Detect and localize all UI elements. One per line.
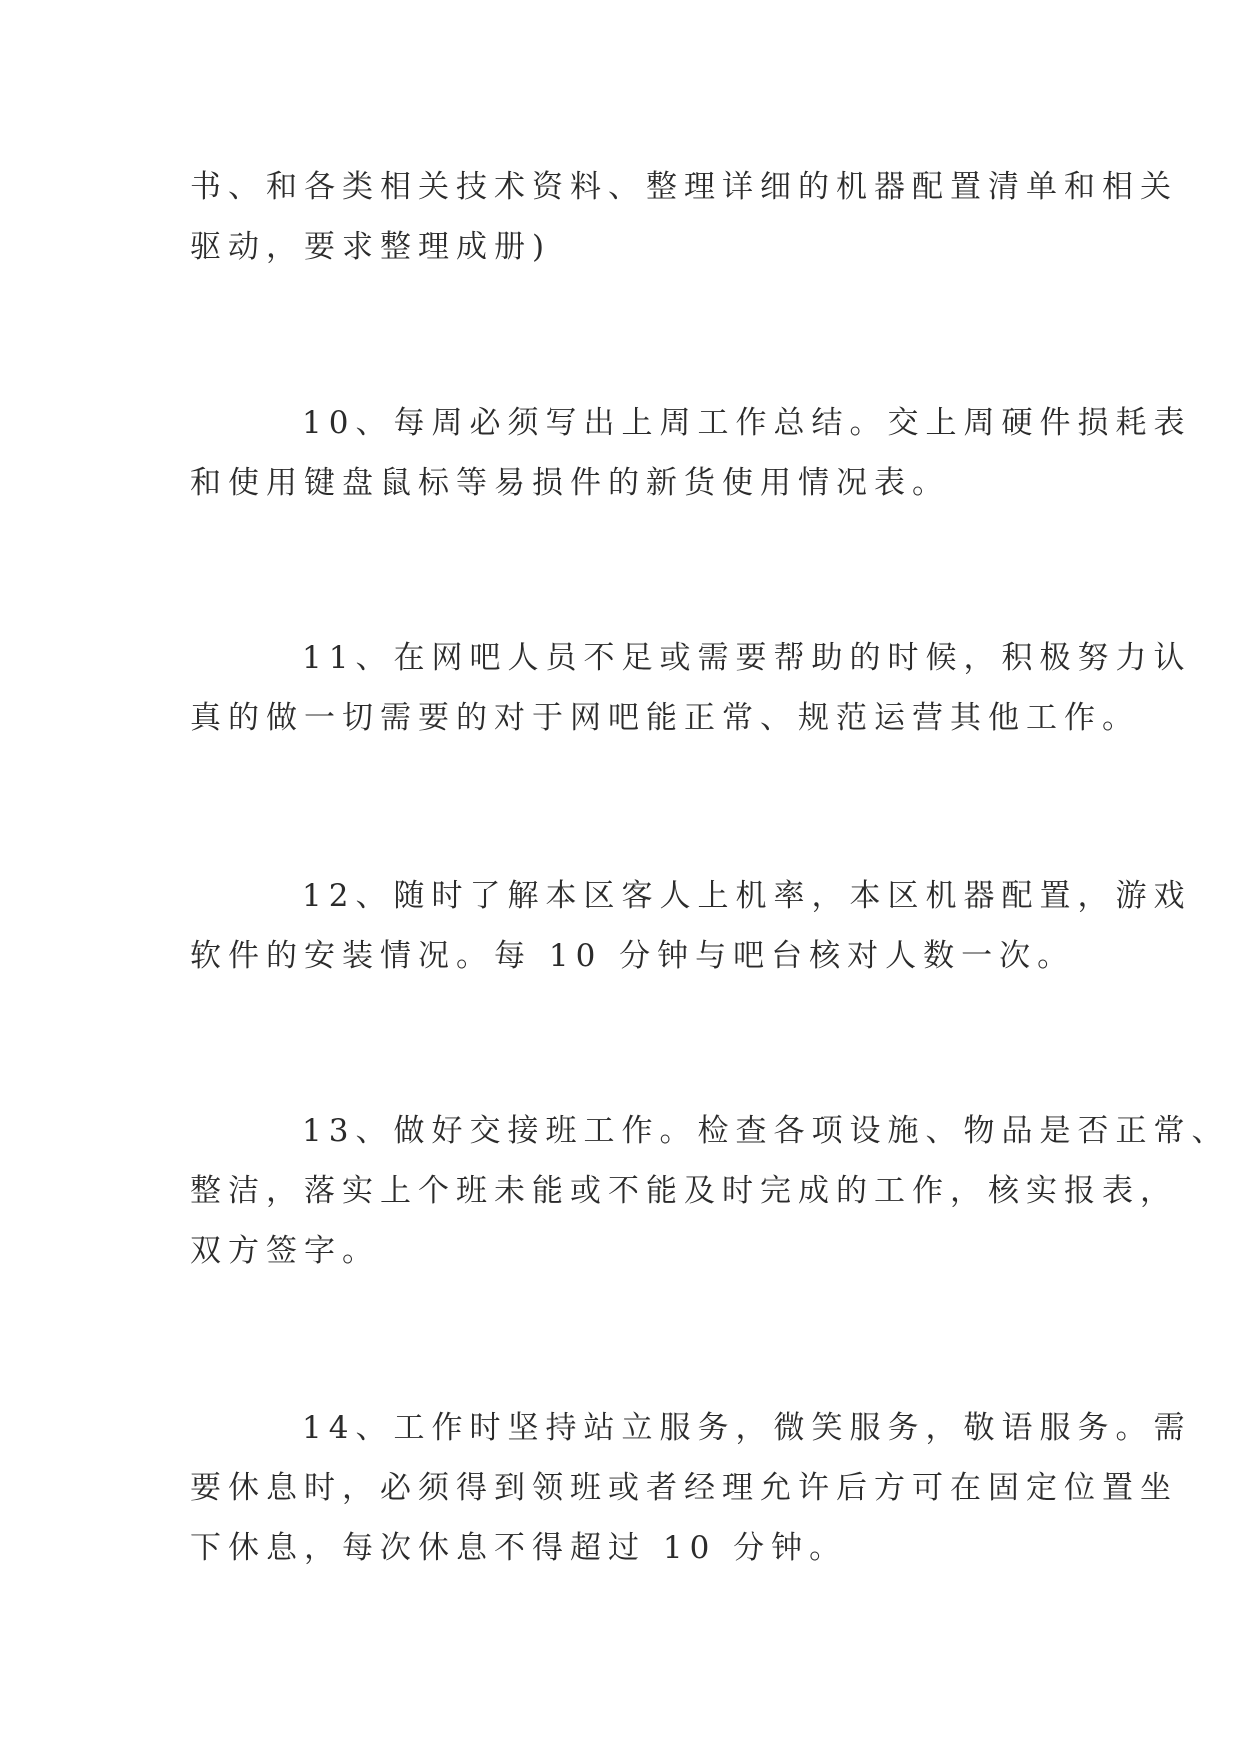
paragraph-line: 10、每周必须写出上周工作总结。交上周硬件损耗表 xyxy=(302,405,1192,441)
paragraph-item-12 xyxy=(190,866,1192,986)
paragraph-line: 软件的安装情况。每 10 分钟与吧台核对人数一次。 xyxy=(190,938,1076,974)
paragraph-line: 双方签字。 xyxy=(190,1233,380,1269)
paragraph-line: 真的做一切需要的对于网吧能正常、规范运营其他工作。 xyxy=(190,700,1140,736)
paragraph-item-10 xyxy=(190,393,1192,513)
paragraph-line: 驱动，要求整理成册) xyxy=(190,229,552,265)
paragraph-item-14 xyxy=(190,1398,1192,1578)
paragraph-line: 要休息时，必须得到领班或者经理允许后方可在固定位置坐 xyxy=(190,1470,1178,1506)
paragraph-line: 11、在网吧人员不足或需要帮助的时候，积极努力认 xyxy=(302,640,1192,676)
paragraph-line: 书、和各类相关技术资料、整理详细的机器配置清单和相关 xyxy=(190,169,1178,205)
paragraph-line: 13、做好交接班工作。检查各项设施、物品是否正常、 xyxy=(302,1113,1230,1149)
paragraph-line: 12、随时了解本区客人上机率，本区机器配置，游戏 xyxy=(302,878,1192,914)
paragraph-line: 下休息，每次休息不得超过 10 分钟。 xyxy=(190,1530,848,1566)
paragraph-item-13 xyxy=(190,1101,1230,1281)
paragraph-item-11 xyxy=(190,628,1192,748)
paragraph-line: 和使用键盘鼠标等易损件的新货使用情况表。 xyxy=(190,465,950,501)
paragraph-continuation xyxy=(190,157,1178,277)
paragraph-line: 整洁，落实上个班未能或不能及时完成的工作，核实报表， xyxy=(190,1173,1178,1209)
paragraph-line: 14、工作时坚持站立服务，微笑服务，敬语服务。需 xyxy=(302,1410,1192,1446)
